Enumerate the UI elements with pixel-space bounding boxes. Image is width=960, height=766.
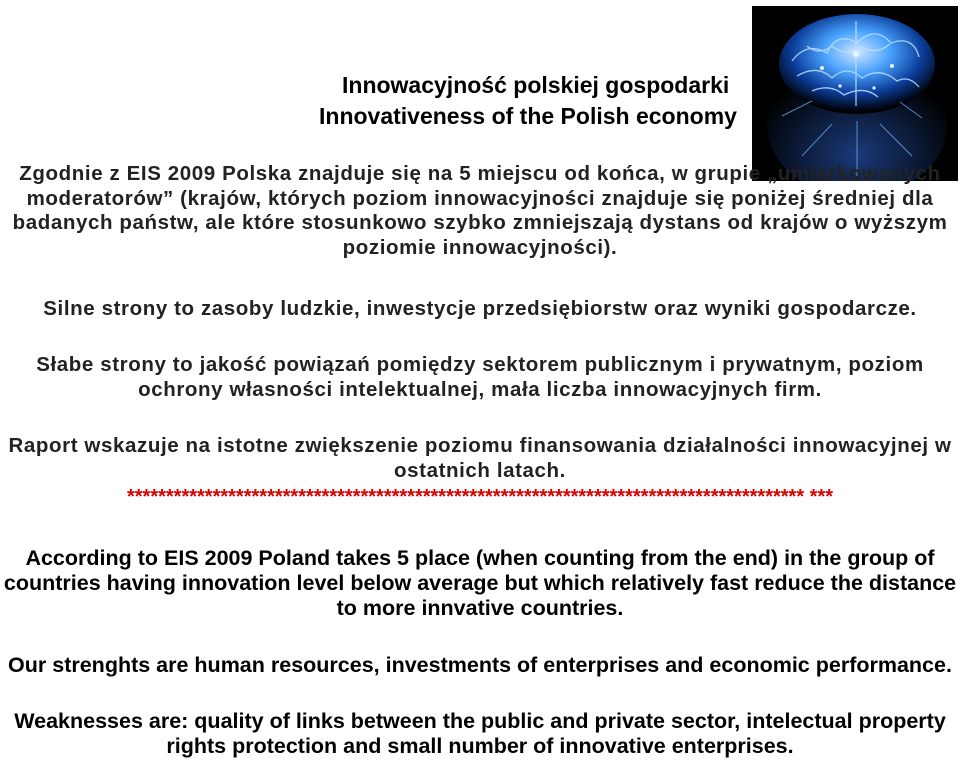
title-english: Innovativeness of the Polish economy bbox=[319, 103, 737, 129]
english-paragraph-1: According to EIS 2009 Poland takes 5 place (when counting from the end) in the group of countries having innovation level below average but which relatively fast reduce the distance to more innvative countries. bbox=[3, 546, 957, 620]
polish-paragraph-4: Raport wskazuje na istotne zwiększenie poziomu finansowania działalności innowacyjnej w ostatnich latach. bbox=[8, 434, 952, 482]
title-polish: Innowacyjność polskiej gospodarki bbox=[342, 72, 730, 98]
brain-icon bbox=[752, 6, 958, 181]
glowing-brain-image bbox=[752, 6, 958, 181]
polish-paragraph-2: Silne strony to zasoby ludzkie, inwestycje przedsiębiorstw oraz wyniki gospodarcze. bbox=[43, 297, 917, 320]
separator-stars: *************************************************************************************** *** bbox=[126, 486, 834, 508]
polish-paragraph-3: Słabe strony to jakość powiązań pomiędzy sektorem publicznym i prywatnym, poziom ochrony własności intelektualnej, mała liczba innowacyjnych firm. bbox=[36, 353, 924, 401]
english-paragraph-3: Weaknesses are: quality of links between the public and private sector, intelectual property rights protection and small number of innovative enterprises. bbox=[14, 709, 946, 758]
english-paragraph-2: Our strenghts are human resources, investments of enterprises and economic performance. bbox=[8, 653, 952, 677]
polish-paragraph-1: Zgodnie z EIS 2009 Polska znajduje się na 5 miejscu od końca, w grupie „umiarkowanych moderatorów” (krajów, których poziom innowacyjności znajduje się poniżej średniej dla badanych państw, ale które stosunkowo szybko zmniejszają dystans od krajów o wyższym poziomie innowacyjności). bbox=[12, 162, 948, 259]
